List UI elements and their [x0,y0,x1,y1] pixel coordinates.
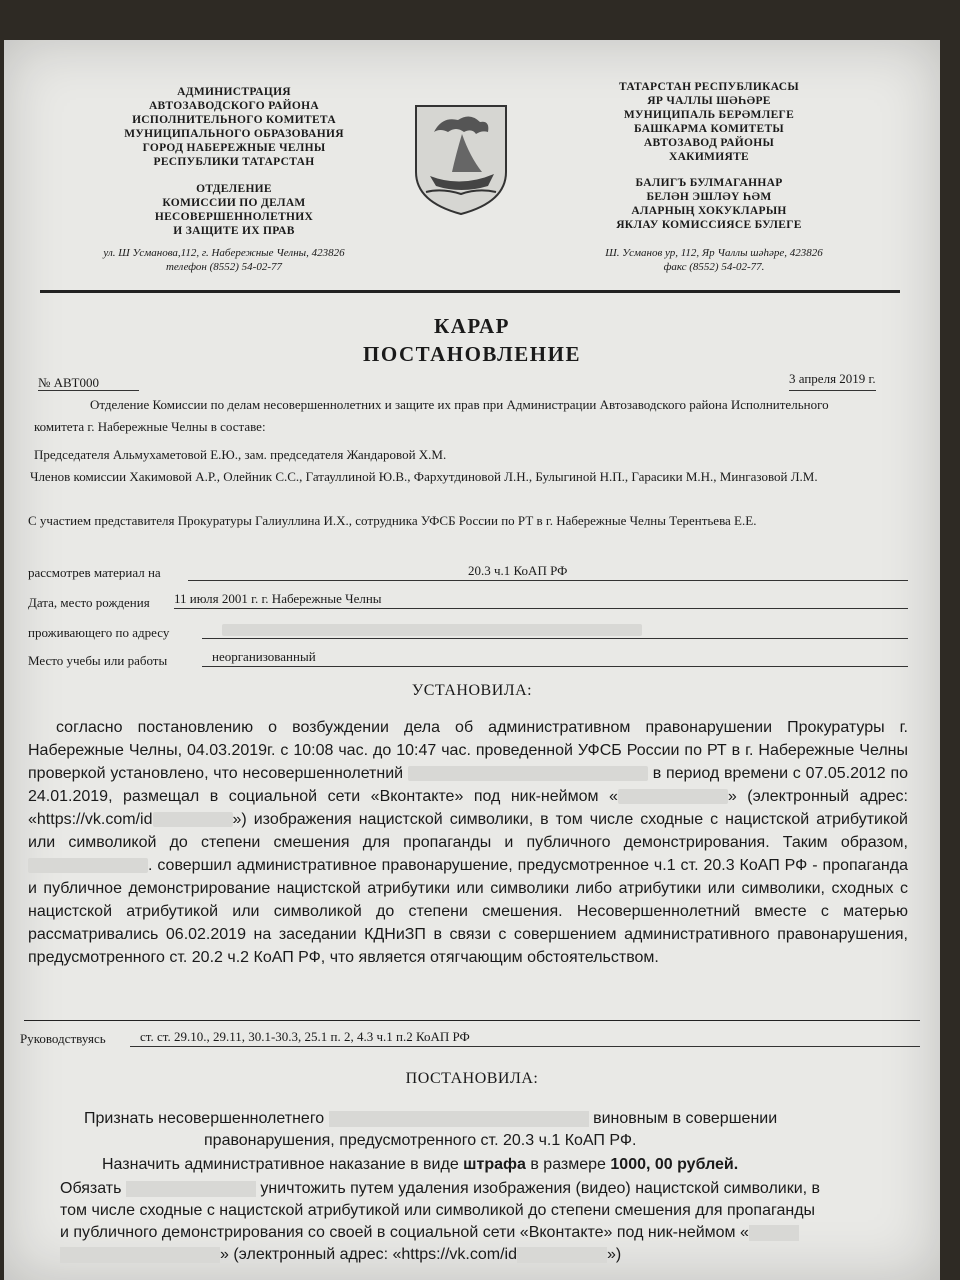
birth-label: Дата, место рождения [28,595,150,610]
header-left-dept [114,182,354,238]
header-left-line: И ЗАЩИТЕ ИХ ПРАВ [173,225,295,237]
header-right-org [589,80,829,164]
guided-label: Руководствуясь [20,1031,106,1046]
decided-line-5: том числе сходные с нацистской атрибутикой или символикой до степени смешения для пропаганды [60,1202,816,1219]
header-left-line: ГОРОД НАБЕРЕЖНЫЕ ЧЕЛНЫ [142,142,326,154]
header-right-line: ЯКЛАУ КОМИССИЯСЕ БУЛЕГЕ [616,219,802,231]
header-right-line: АВТОЗАВОД РАЙОНЫ [643,137,775,149]
header-left-line: ИСПОЛНИТЕЛЬНОГО КОМИТЕТА [132,114,336,126]
document-number-value: № АВТ000 [38,375,139,391]
decided-text: в размере [525,1156,611,1173]
address-label: проживающего по адресу [28,625,170,640]
decided-text: » (электронный адрес: «https://vk.com/id [220,1246,517,1263]
decided-text: Признать несовершеннолетнего [84,1110,325,1127]
header-left-line: РЕСПУБЛИКИ ТАТАРСТАН [153,156,315,168]
document-number [38,372,139,394]
header-right-contacts [564,246,864,274]
redacted-name [28,858,148,873]
document-page [4,40,940,1280]
birth-field [174,590,908,609]
decided-line-6 [60,1222,920,1244]
decided-text: виновным в совершении [593,1110,778,1127]
document-date: 3 апреля 2019 г. [789,368,876,391]
fine-amount: 1000, 00 рублей. [610,1156,739,1173]
decided-text: и публичного демонстрирования со своей в социальной сети «Вконтакте» под ник-неймом « [60,1224,749,1241]
guided-field [130,1028,920,1047]
work-value: неорганизованный [212,649,316,664]
material-field [188,562,908,581]
established-text-2: в период времени с 07.05.2012 по 24.01.2019, размещал в социальной сети «Вконтакте» под ник-неймом « [28,765,909,805]
decided-text: уничтожить путем удаления изображения (видео) нацистской символики, в [260,1180,821,1197]
header-left-line: НЕСОВЕРШЕННОЛЕТНИХ [154,211,314,223]
header-right-line: МУНИЦИПАЛЬ БЕРӘМЛЕГЕ [623,109,795,121]
header-right-address: Ш. Усманов ур, 112, Яр Чаллы шәһәре, 423826 [605,247,823,259]
chair-text: Председателя Альмухаметовой Е.Ю., зам. председателя Жандаровой Х.М. [34,447,447,462]
header-left-contacts [74,246,374,274]
header-left-phone: телефон (8552) 54-02-77 [165,261,282,273]
decided-text: ») [607,1246,622,1263]
decided-line-4 [60,1178,920,1200]
work-label: Место учебы или работы [28,653,168,668]
header-left-line: АДМИНИСТРАЦИЯ [177,86,291,98]
redacted-name [408,766,648,781]
header-right-line: АЛАРНЫҢ ХОКУКЛАРЫН [631,205,787,217]
header-right-line: ТАТАРСТАН РЕСПУБЛИКАСЫ [619,81,799,93]
material-label: рассмотрев материал на [28,565,161,580]
header-right-fax: факс (8552) 54-02-77. [663,261,765,273]
established-text-5: . совершил административное правонарушение, предусмотренное ч.1 ст. 20.3 КоАП РФ - пропаганда и публичное демонстрирование нацистской атрибутики или символики либо атрибутики или символики, сходных с нацистской атрибутикой или символикой до степени смешения. Несовершеннолетний вместе с матерью рассматривались 06.02.2019 на заседании КДНиЗП в связи с совершением административного правонарушения, предусмотренного ст. 20.2 ч.2 КоАП РФ, что является отягчающим обстоятельством. [28,857,908,966]
section-established-heading: УСТАНОВИЛА: [411,682,533,699]
header-right-line: ЯР ЧАЛЛЫ ШӘҺӘРЕ [647,95,771,107]
decided-line-3 [102,1154,738,1176]
header-left-line: МУНИЦИПАЛЬНОГО ОБРАЗОВАНИЯ [124,128,344,140]
established-paragraph [28,716,908,969]
redacted-address [222,624,642,636]
established-text-3: » (электронный адрес: «https://vk.com/id [28,788,908,828]
intro-text: Отделение Комиссии по делам несовершеннолетних и защите их прав при Администрации Автозаводского района Исполнительного комитета г. Набережные Челны в составе: [34,397,829,434]
header-left-org [114,85,354,169]
header-left-address: ул. Ш Усманова,112, г. Набережные Челны, 423826 [103,247,345,259]
title-tatar: КАРАР [433,314,511,338]
title-russian: ПОСТАНОВЛЕНИЕ [363,342,581,366]
section-decided-heading: ПОСТАНОВИЛА: [405,1070,539,1087]
redacted-nickname [618,789,728,804]
header-divider [40,290,900,293]
birth-value: 11 июля 2001 г. г. Набережные Челны [174,591,382,606]
redacted-nickname [60,1247,220,1263]
decided-line-1 [84,1108,884,1130]
established-underline [24,1020,920,1021]
header-left-line: АВТОЗАВОДСКОГО РАЙОНА [148,100,320,112]
decided-text: Обязать [60,1180,122,1197]
members-text: Членов комиссии Хакимовой А.Р., Олейник С.С., Гатауллиной Ю.В., Фархутдиновой Л.Н., Булыгиной Н.П., Гарасики М.Н., Мингазовой Л.М. [30,469,818,484]
redacted-id [153,812,233,827]
established-text-1: согласно постановлению о возбуждении дела об административном правонарушении Прокуратуры г. Набережные Челны, 04.03.2019г. с 10:08 час. до 10:47 час. проведенной УФСБ России по РТ в г. Набережные Челны проверкой установлено, что несовершеннолетний [28,719,908,782]
header-right-line: БАЛИГЪ БУЛМАГАННАР [635,177,783,189]
header-left-line: ОТДЕЛЕНИЕ [196,183,272,195]
fine-word: штрафа [463,1156,526,1173]
address-field [202,620,908,639]
established-text-4: ») изображения нацистской символики, в том числе сходные с нацистской атрибутикой или символикой до степени смешения для пропаганды и публичного демонстрирования. Таким образом, [28,811,908,851]
decided-line-2: правонарушения, предусмотренного ст. 20.3 ч.1 КоАП РФ. [204,1132,637,1149]
redacted-nickname [749,1225,799,1241]
header-right-line: БАШКАРМА КОМИТЕТЫ [633,123,785,135]
redacted-id [517,1247,607,1263]
redacted-name [329,1111,589,1127]
work-field [202,648,908,667]
decided-line-7 [60,1244,920,1266]
coat-of-arms-emblem [412,102,510,218]
header-left-line: КОМИССИИ ПО ДЕЛАМ [162,197,306,209]
participants-text: С участием представителя Прокуратуры Галиуллина И.Х., сотрудника УФСБ России по РТ в г. Набережные Челны Терентьева Е.Е. [28,513,757,528]
header-right-line: ХАКИМИЯТЕ [668,151,750,163]
decided-text: Назначить административное наказание в виде [102,1156,464,1173]
header-right-line: БЕЛӘН ЭШЛӘҮ ҺӘМ [646,191,772,203]
header-right-dept [589,176,829,232]
guided-value: ст. ст. 29.10., 29.11, 30.1-30.3, 25.1 п. 2, 4.3 ч.1 п.2 КоАП РФ [140,1029,470,1044]
redacted-name [126,1181,256,1197]
material-value: 20.3 ч.1 КоАП РФ [468,563,568,578]
